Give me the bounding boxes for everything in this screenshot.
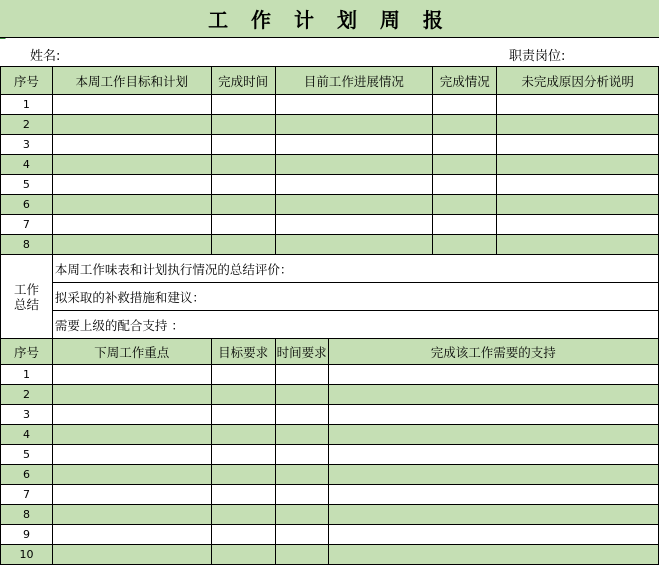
reason-cell[interactable] bbox=[497, 95, 659, 115]
focus-cell[interactable] bbox=[52, 465, 211, 485]
table-row bbox=[1, 385, 659, 405]
summary-row bbox=[1, 283, 659, 311]
status-cell[interactable] bbox=[433, 115, 497, 135]
support-cell[interactable] bbox=[328, 445, 658, 465]
status-cell[interactable] bbox=[433, 155, 497, 175]
row-index: 10 bbox=[1, 545, 53, 565]
row-index: 7 bbox=[1, 485, 53, 505]
target-cell[interactable] bbox=[211, 465, 275, 485]
time-cell[interactable] bbox=[211, 235, 275, 255]
table-row bbox=[1, 465, 659, 485]
header-progress: 目前工作进展情况 bbox=[275, 67, 433, 95]
header-support-needed: 完成该工作需要的支持 bbox=[328, 339, 658, 365]
time-cell[interactable] bbox=[275, 465, 328, 485]
goal-cell[interactable] bbox=[52, 135, 211, 155]
goal-cell[interactable] bbox=[52, 95, 211, 115]
work-summary-label-line2: 总结 bbox=[13, 296, 39, 312]
reason-cell[interactable] bbox=[497, 195, 659, 215]
support-cell[interactable] bbox=[328, 505, 658, 525]
focus-cell[interactable] bbox=[52, 385, 211, 405]
focus-cell[interactable] bbox=[52, 425, 211, 445]
goal-cell[interactable] bbox=[52, 155, 211, 175]
time-cell[interactable] bbox=[275, 445, 328, 465]
row-index: 3 bbox=[1, 405, 53, 425]
progress-cell[interactable] bbox=[275, 235, 433, 255]
time-cell[interactable] bbox=[211, 195, 275, 215]
time-cell[interactable] bbox=[275, 385, 328, 405]
status-cell[interactable] bbox=[433, 135, 497, 155]
reason-cell[interactable] bbox=[497, 215, 659, 235]
row-index: 1 bbox=[1, 365, 53, 385]
time-cell[interactable] bbox=[211, 215, 275, 235]
time-cell[interactable] bbox=[211, 135, 275, 155]
table-row bbox=[1, 135, 659, 155]
row-index: 7 bbox=[1, 215, 53, 235]
header-incomplete-reason: 未完成原因分析说明 bbox=[497, 67, 659, 95]
focus-cell[interactable] bbox=[52, 525, 211, 545]
table-row bbox=[1, 365, 659, 385]
focus-cell[interactable] bbox=[52, 445, 211, 465]
table-row bbox=[1, 215, 659, 235]
goal-cell[interactable] bbox=[52, 215, 211, 235]
focus-cell[interactable] bbox=[52, 405, 211, 425]
next-week-header-row bbox=[1, 339, 659, 365]
focus-cell[interactable] bbox=[52, 485, 211, 505]
time-cell[interactable] bbox=[211, 95, 275, 115]
progress-cell[interactable] bbox=[275, 95, 433, 115]
row-index: 2 bbox=[1, 115, 53, 135]
supervisor-support-field[interactable]: 需要上级的配合支持 ： bbox=[52, 311, 658, 339]
support-cell[interactable] bbox=[328, 365, 658, 385]
header-time-requirement: 时间要求 bbox=[275, 339, 328, 365]
table-row bbox=[1, 95, 659, 115]
progress-cell[interactable] bbox=[275, 195, 433, 215]
weekly-plan-table bbox=[0, 66, 659, 255]
progress-cell[interactable] bbox=[275, 215, 433, 235]
time-cell[interactable] bbox=[211, 115, 275, 135]
focus-cell[interactable] bbox=[52, 365, 211, 385]
position-label: 职责岗位: bbox=[509, 49, 566, 64]
row-index: 1 bbox=[1, 95, 53, 115]
table-row bbox=[1, 425, 659, 445]
table-row bbox=[1, 155, 659, 175]
table-row bbox=[1, 195, 659, 215]
target-cell[interactable] bbox=[211, 545, 275, 565]
remedial-measures-field[interactable]: 拟采取的补救措施和建议： bbox=[52, 283, 658, 311]
header-index: 序号 bbox=[1, 67, 53, 95]
target-cell[interactable] bbox=[211, 445, 275, 465]
goal-cell[interactable] bbox=[52, 175, 211, 195]
summary-row bbox=[1, 255, 659, 283]
header-completion-status: 完成情况 bbox=[433, 67, 497, 95]
table-row bbox=[1, 235, 659, 255]
status-cell[interactable] bbox=[433, 215, 497, 235]
next-week-table bbox=[0, 338, 659, 565]
status-cell[interactable] bbox=[433, 175, 497, 195]
support-cell[interactable] bbox=[328, 405, 658, 425]
row-index: 5 bbox=[1, 175, 53, 195]
row-index: 6 bbox=[1, 465, 53, 485]
status-cell[interactable] bbox=[433, 235, 497, 255]
weekly-plan-header-row bbox=[1, 67, 659, 95]
work-summary-label-line1: 工作 bbox=[13, 281, 39, 297]
row-index: 4 bbox=[1, 155, 53, 175]
focus-cell[interactable] bbox=[52, 545, 211, 565]
progress-cell[interactable] bbox=[275, 155, 433, 175]
goal-cell[interactable] bbox=[52, 235, 211, 255]
summary-evaluation-field[interactable]: 本周工作味表和计划执行情况的总结评价： bbox=[52, 255, 658, 283]
time-cell[interactable] bbox=[275, 365, 328, 385]
work-summary-label bbox=[1, 255, 53, 339]
row-index: 2 bbox=[1, 385, 53, 405]
support-cell[interactable] bbox=[328, 425, 658, 445]
target-cell[interactable] bbox=[211, 505, 275, 525]
progress-cell[interactable] bbox=[275, 135, 433, 155]
time-cell[interactable] bbox=[275, 425, 328, 445]
support-cell[interactable] bbox=[328, 525, 658, 545]
table-row bbox=[1, 545, 659, 565]
time-cell[interactable] bbox=[211, 175, 275, 195]
sheet-title: 工 作 计 划 周 报 bbox=[0, 0, 659, 38]
name-label: 姓名: bbox=[30, 49, 61, 64]
header-weekly-goals: 本周工作目标和计划 bbox=[52, 67, 211, 95]
target-cell[interactable] bbox=[211, 405, 275, 425]
row-index: 6 bbox=[1, 195, 53, 215]
table-row bbox=[1, 175, 659, 195]
table-row bbox=[1, 505, 659, 525]
time-cell[interactable] bbox=[275, 545, 328, 565]
reason-cell[interactable] bbox=[497, 175, 659, 195]
time-cell[interactable] bbox=[275, 405, 328, 425]
header-target-requirement: 目标要求 bbox=[211, 339, 275, 365]
progress-cell[interactable] bbox=[275, 115, 433, 135]
goal-cell[interactable] bbox=[52, 115, 211, 135]
row-index: 8 bbox=[1, 505, 53, 525]
target-cell[interactable] bbox=[211, 365, 275, 385]
status-cell[interactable] bbox=[433, 195, 497, 215]
support-cell[interactable] bbox=[328, 465, 658, 485]
row-index: 5 bbox=[1, 445, 53, 465]
target-cell[interactable] bbox=[211, 385, 275, 405]
table-row bbox=[1, 405, 659, 425]
table-row bbox=[1, 445, 659, 465]
table-row bbox=[1, 115, 659, 135]
target-cell[interactable] bbox=[211, 525, 275, 545]
header-next-week-focus: 下周工作重点 bbox=[52, 339, 211, 365]
reason-cell[interactable] bbox=[497, 155, 659, 175]
status-cell[interactable] bbox=[433, 95, 497, 115]
support-cell[interactable] bbox=[328, 545, 658, 565]
progress-cell[interactable] bbox=[275, 175, 433, 195]
time-cell[interactable] bbox=[275, 505, 328, 525]
work-summary-table bbox=[0, 254, 659, 339]
table-row bbox=[1, 525, 659, 545]
summary-row bbox=[1, 311, 659, 339]
row-index: 3 bbox=[1, 135, 53, 155]
reason-cell[interactable] bbox=[497, 115, 659, 135]
table-row bbox=[1, 485, 659, 505]
header-completion-time: 完成时间 bbox=[211, 67, 275, 95]
target-cell[interactable] bbox=[211, 425, 275, 445]
time-cell[interactable] bbox=[275, 525, 328, 545]
header-index: 序号 bbox=[1, 339, 53, 365]
row-index: 4 bbox=[1, 425, 53, 445]
row-index: 9 bbox=[1, 525, 53, 545]
focus-cell[interactable] bbox=[52, 505, 211, 525]
target-cell[interactable] bbox=[211, 485, 275, 505]
support-cell[interactable] bbox=[328, 485, 658, 505]
time-cell[interactable] bbox=[275, 485, 328, 505]
row-index: 8 bbox=[1, 235, 53, 255]
info-row bbox=[0, 39, 659, 66]
time-cell[interactable] bbox=[211, 155, 275, 175]
goal-cell[interactable] bbox=[52, 195, 211, 215]
reason-cell[interactable] bbox=[497, 235, 659, 255]
support-cell[interactable] bbox=[328, 385, 658, 405]
reason-cell[interactable] bbox=[497, 135, 659, 155]
